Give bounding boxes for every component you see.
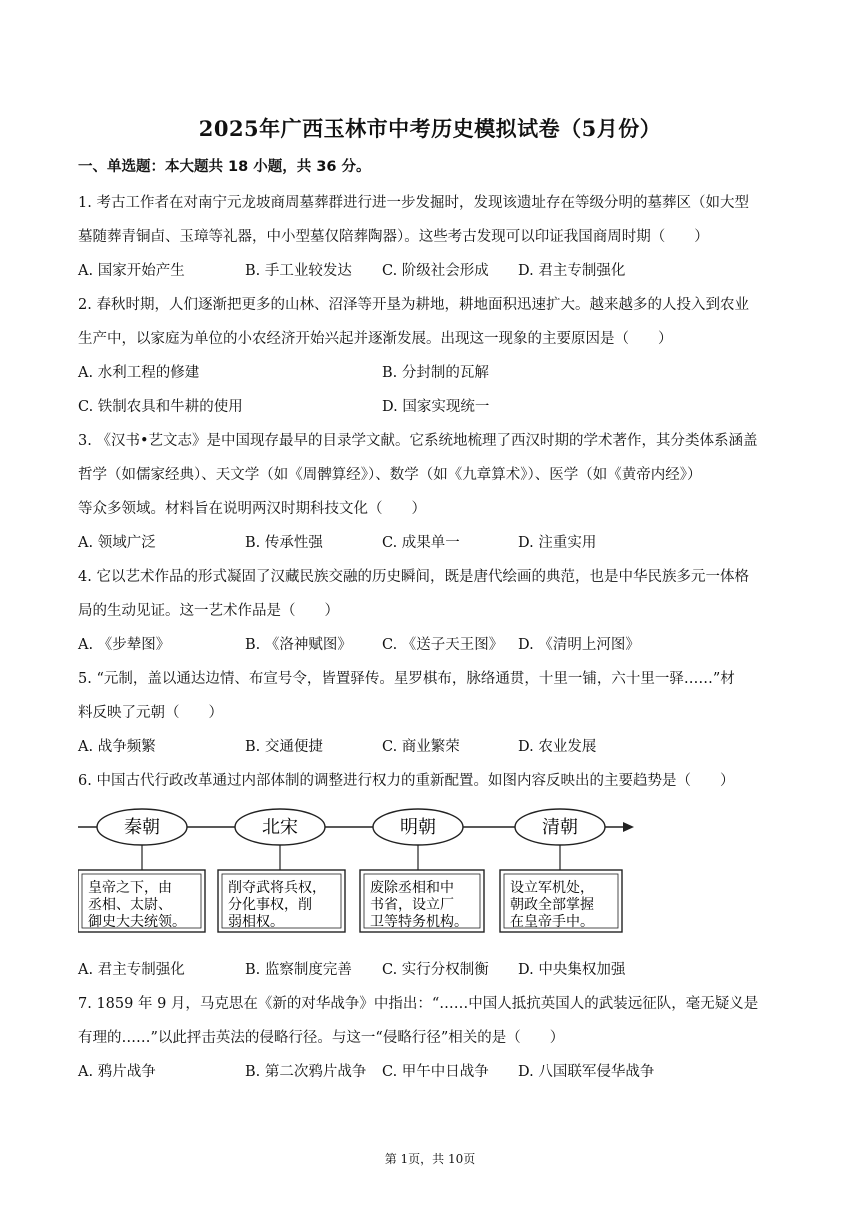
dynasty-label-qing: 清朝 [542, 817, 578, 838]
dynasty-node-qin [78, 809, 205, 932]
q7-option-c[interactable]: C. 甲午中日战争 [382, 1064, 489, 1080]
q3-line-3: 等众多领域。材料旨在说明两汉时期科技文化（ ） [78, 501, 426, 517]
q5-option-a[interactable]: A. 战争频繁 [78, 739, 156, 755]
q5-option-d[interactable]: D. 农业发展 [518, 739, 597, 755]
q1-option-d[interactable]: D. 君主专制强化 [518, 263, 626, 279]
q1-line-1: 1. 考古工作者在对南宁元龙坡商周墓葬群进行进一步发掘时，发现该遗址存在等级分明的墓葬区（如大型 [78, 195, 749, 211]
dynasty-label-ming: 明朝 [400, 817, 436, 838]
q1-line-2: 墓随葬青铜卣、玉璋等礼器，中小型墓仅陪葬陶器）。这些考古发现可以印证我国商周时期（ ） [78, 229, 709, 245]
q4-line-2: 局的生动见证。这一艺术作品是（ ） [78, 603, 339, 619]
q7-option-b[interactable]: B. 第二次鸦片战争 [245, 1064, 367, 1080]
beisong-box-line-1: 削夺武将兵权， [228, 880, 326, 896]
q1-option-a[interactable]: A. 国家开始产生 [78, 263, 185, 279]
q2-option-a[interactable]: A. 水利工程的修建 [78, 365, 200, 381]
q7-option-d[interactable]: D. 八国联军侵华战争 [518, 1064, 655, 1080]
ming-box-line-2: 书省，设立厂 [370, 897, 454, 913]
q5-line-1: 5. “元制，盖以通达边情、布宣号令，皆置驿传。星罗棋布，脉络通贯，十里一铺，六十里一驿……”材 [78, 671, 735, 687]
page-footer: 第 1页，共 10页 [384, 1152, 476, 1166]
q1-option-b[interactable]: B. 手工业较发达 [245, 263, 352, 279]
q3-option-c[interactable]: C. 成果单一 [382, 535, 460, 551]
q6-option-a[interactable]: A. 君主专制强化 [78, 962, 185, 978]
q7-line-2: 有理的……”以此抨击英法的侵略行径。与这一“侵略行径”相关的是（ ） [78, 1030, 565, 1046]
q3-line-1: 3. 《汉书•艺文志》是中国现存最早的目录学文献。它系统地梳理了西汉时期的学术著作，其分类体系涵盖 [78, 433, 758, 449]
q4-option-a[interactable]: A. 《步辇图》 [78, 637, 171, 653]
dynasty-label-qin: 秦朝 [124, 817, 160, 838]
q6-line-1: 6. 中国古代行政改革通过内部体制的调整进行权力的重新配置。如图内容反映出的主要趋势是（ ） [78, 773, 735, 789]
q5-option-c[interactable]: C. 商业繁荣 [382, 739, 460, 755]
timeline-arrowhead [623, 822, 634, 832]
qin-box-line-2: 丞相、太尉、 [88, 897, 172, 913]
q4-option-b[interactable]: B. 《洛神赋图》 [245, 637, 352, 653]
q7-line-1: 7. 1859 年 9 月，马克思在《新的对华战争》中指出：“……中国人抵抗英国人的武装远征队，毫无疑义是 [78, 996, 759, 1012]
qing-box-line-3: 在皇帝手中。 [510, 914, 594, 930]
page-title: 2025年广西玉林市中考历史模拟试卷（5月份） [198, 116, 662, 141]
q4-option-d[interactable]: D. 《清明上河图》 [518, 637, 640, 653]
qin-box-line-3: 御史大夫统领。 [88, 914, 186, 930]
q5-line-2: 料反映了元朝（ ） [78, 705, 223, 721]
qin-box-line-1: 皇帝之下，由 [88, 880, 172, 896]
q1-option-c[interactable]: C. 阶级社会形成 [382, 263, 489, 279]
ming-box-line-3: 卫等特务机构。 [370, 914, 468, 930]
dynasty-node-qing [500, 809, 622, 932]
dynasty-flow-diagram [78, 808, 638, 948]
q6-option-b[interactable]: B. 监察制度完善 [245, 962, 352, 978]
q7-option-a[interactable]: A. 鸦片战争 [78, 1064, 156, 1080]
q2-option-b[interactable]: B. 分封制的瓦解 [382, 365, 489, 381]
dynasty-label-beisong: 北宋 [262, 817, 298, 838]
q3-option-b[interactable]: B. 传承性强 [245, 535, 323, 551]
q4-line-1: 4. 它以艺术作品的形式凝固了汉藏民族交融的历史瞬间，既是唐代绘画的典范，也是中华民族多元一体格 [78, 569, 749, 585]
q3-line-2: 哲学（如儒家经典）、天文学（如《周髀算经》）、数学（如《九章算术》）、医学（如《黄帝内经》） [78, 467, 702, 483]
beisong-box-line-2: 分化事权，削 [228, 897, 312, 913]
q6-option-c[interactable]: C. 实行分权制衡 [382, 962, 489, 978]
q2-option-d[interactable]: D. 国家实现统一 [382, 399, 490, 415]
qing-box-line-2: 朝政全部掌握 [510, 897, 594, 913]
q3-option-a[interactable]: A. 领域广泛 [78, 535, 156, 551]
q3-option-d[interactable]: D. 注重实用 [518, 535, 597, 551]
q2-line-1: 2. 春秋时期，人们逐渐把更多的山林、沼泽等开垦为耕地，耕地面积迅速扩大。越来越多的人投入到农业 [78, 297, 749, 313]
section-heading: 一、单选题：本大题共 18 小题，共 36 分。 [78, 159, 371, 175]
q2-line-2: 生产中，以家庭为单位的小农经济开始兴起并逐渐发展。出现这一现象的主要原因是（ ） [78, 331, 673, 347]
q5-option-b[interactable]: B. 交通便捷 [245, 739, 323, 755]
qing-box-line-1: 设立军机处， [510, 880, 594, 896]
q6-option-d[interactable]: D. 中央集权加强 [518, 962, 626, 978]
beisong-box-line-3: 弱相权。 [228, 914, 284, 930]
q2-option-c[interactable]: C. 铁制农具和牛耕的使用 [78, 399, 243, 415]
ming-box-line-1: 废除丞相和中 [370, 880, 454, 896]
q4-option-c[interactable]: C. 《送子天王图》 [382, 637, 504, 653]
